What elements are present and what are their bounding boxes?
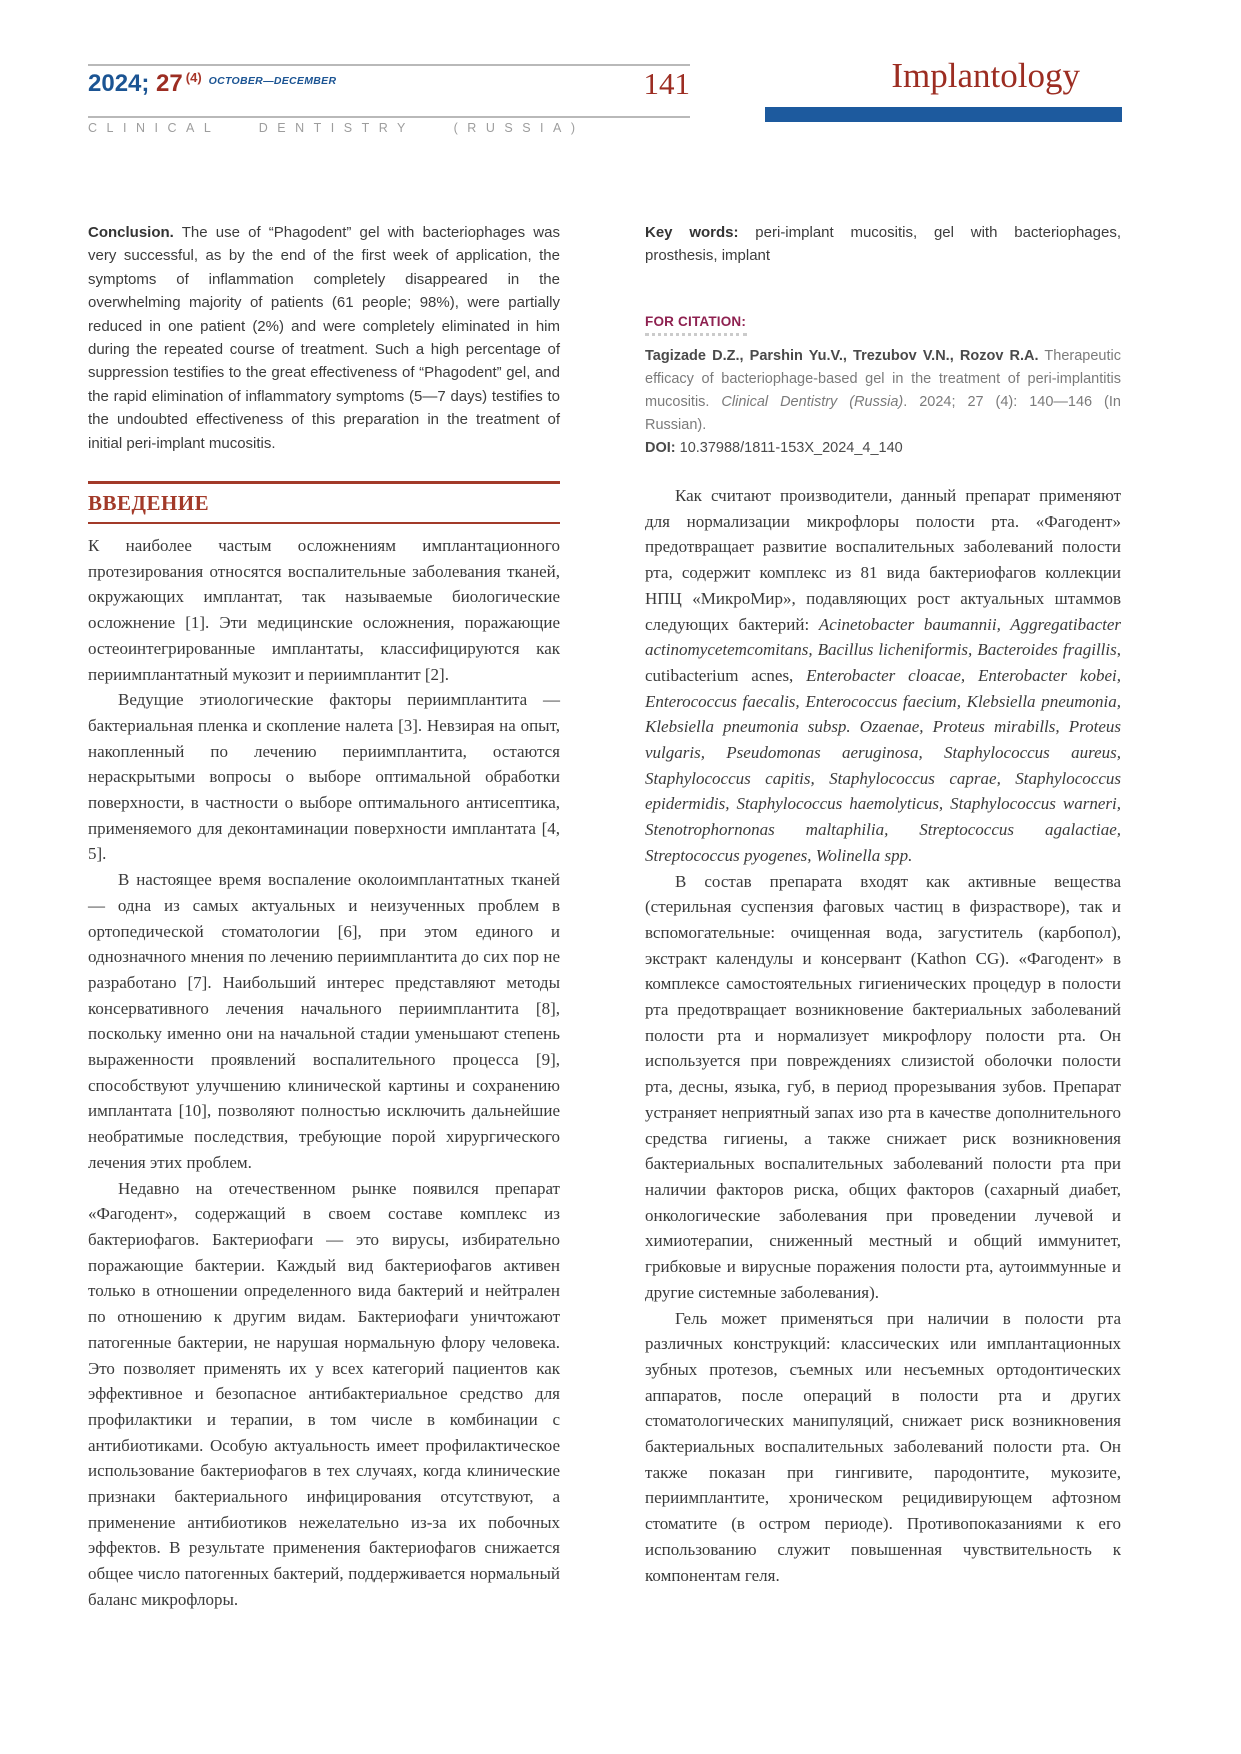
body-paragraph: Ведущие этиологические факторы периимплантита — бактериальная пленка и скопление налета [3]. Невзирая на опыт, накопленный по лечению периимплантита, остаются нераскрытыми вопросы о выборе оптимальной обработки поверхности, в частности о выборе оптимального антисептика, применяемого для деконтаминации поверхности имплантата [4, 5]. bbox=[88, 690, 560, 864]
citation-paragraph bbox=[645, 345, 1121, 437]
citation-journal-name: Clinical Dentistry (Russia) bbox=[721, 393, 904, 410]
body-paragraph: К наиболее частым осложнениям имплантационного протезирования относятся воспалительные заболевания тканей, окружающих имплантат, так называемые биологические осложнение [1]. Эти медицинские осложнения, поражающие остеоинтегрированные имплантаты, классифицируются как периимплантатный мукозит и периимплантит [2]. bbox=[88, 536, 560, 684]
introduction-heading-block bbox=[88, 481, 560, 524]
bacteria-paragraph-intro: Как считают производители, данный препарат применяют для нормализации микрофлоры полости рта. «Фагодент» предотвращает развитие воспалительных заболеваний полости рта, содержит комплекс из 81 вида бактериофагов коллекции НПЦ «МикроМир», подавляющих рост актуальных штаммов следующих бактерий: bbox=[645, 486, 1121, 634]
doi-value: 10.37988/1811-153X_2024_4_140 bbox=[679, 439, 903, 456]
body-paragraph: Гель может применяться при наличии в полости рта различных конструкций: классических или имплантационных зубных протезов, съемных или несъемных ортодонтических аппаратов, после операций в полости рта и других стоматологических манипуляций, снижает риск возникновения бактериальных воспалительных заболеваний полости рта. Он также показан при гингивите, пародонтите, мукозите, периимплантите, хроническом рецидивирующем афтозном стоматите (в остром периоде). Противопоказаниями к его использованию служит повышенная чувствительность к компонентам геля. bbox=[645, 1308, 1121, 1585]
introduction-left-column bbox=[88, 481, 560, 1613]
conclusion-label: Conclusion. bbox=[88, 224, 174, 241]
bacteria-names-plain: , cutibacterium acnes, bbox=[645, 640, 1121, 685]
doi-label: DOI: bbox=[645, 439, 680, 456]
journal-name: CLINICAL DENTISTRY (RUSSIA) bbox=[88, 121, 585, 135]
conclusion-paragraph bbox=[88, 221, 560, 455]
bacteria-names-italic-2: Enterobacter cloacae, Enterobacter kobei, Enterococcus faecalis, Enterococcus faecium, Klebsiella pneumonia, Klebsiella pneumonia subsp. Ozaenae, Proteus mirabills, Proteus vulgaris, Pseudomonas aeruginosa, Staphylococcus aureus, Staphylococcus capitis, Staphylococcus caprae, Staphylococcus epidermidis, Staphylococcus haemolyticus, Staphylococcus warneri, Stenotrophornonas maltaphilia, Streptococcus agalactiae, Streptococcus pyogenes, Wolinella spp. bbox=[645, 665, 1121, 865]
body-paragraph: Недавно на отечественном рынке появился препарат «Фагодент», содержащий в своем составе комплекс из бактериофагов. Бактериофаги — это вирусы, избирательно поражающие бактерии. Каждый вид бактериофагов активен только в отношении определенного вида бактерий и нейтрален по отношению к другим видам. Бактериофаги уничтожают патогенные бактерии, не нарушая нормальную флору человека. Это позволяет применять их у всех категорий пациентов как эффективное и безопасное антибактериальное средство для профилактики и терапии, в том числе в комбинации с антибиотиками. Особую актуальность имеет профилактическое использование бактериофагов в тех случаях, когда клинические признаки бактериального инфицирования отсутствуют, а применение антибиотиков нежелательно из-за их побочных эффектов. В результате применения бактериофагов снижается общее число патогенных бактерий, поддерживается нормальный баланс микрофлоры. bbox=[88, 1178, 560, 1609]
introduction-right-column bbox=[645, 481, 1121, 1588]
citation-title: Therapeutic efficacy of bacteriophage-based gel in the treatment of peri-implantitis mucositis. bbox=[645, 347, 1121, 410]
citation-dotted-rule bbox=[645, 333, 747, 336]
body-paragraph: В настоящее время воспаление околоимплантатных тканей — одна из самых актуальных и неизученных проблем в ортопедической стоматологии [6], при этом единого и однозначного мнения по лечению периимплантита до сих пор не разработано [7]. Наибольший интерес представляют методы консервативного лечения начального периимплантита [8], поскольку именно они на начальной стадии уменьшают степень выраженности проявлений воспалительного процесса [9], способствуют улучшению клинической картины и сохранению имплантата [10], позволяют полностью исключить дальнейшие необратимые последствия, требующие порой хирургического лечения этих проблем. bbox=[88, 870, 560, 1172]
keywords-paragraph bbox=[645, 221, 1121, 268]
page-number: 141 bbox=[643, 66, 690, 101]
introduction-heading: ВВЕДЕНИЕ bbox=[88, 491, 210, 515]
citation-issue-pages: . 2024; 27 (4): 140—146 (In Russian). bbox=[645, 393, 1121, 433]
citation-authors: Tagizade D.Z., Parshin Yu.V., Trezubov V.N., Rozov R.A. bbox=[645, 347, 1039, 364]
abstract-citation-block bbox=[645, 221, 1121, 460]
section-title: Implantology bbox=[891, 56, 1080, 95]
conclusion-text: The use of “Phagodent” gel with bacteriophages was very successful, as by the end of the first week of application, the symptoms of inflammation completely disappeared in the overwhelming majority of patients (61 people; 98%), were partially reduced in one patient (2%) and were completely eliminated in him during the repeated course of treatment. Such a high percentage of suppression testifies to the great effectiveness of “Phagodent” gel, and the rapid elimination of inflammatory symptoms (5—7 days) testifies to the undoubted effectiveness of this preparation in the treatment of initial peri-implant mucositis. bbox=[88, 224, 560, 452]
header-rule-bottom bbox=[88, 116, 690, 118]
for-citation-heading: FOR CITATION: bbox=[645, 313, 747, 329]
body-paragraph: В состав препарата входят как активные вещества (стерильная суспензия фаговых частиц в физрастворе), так и вспомогательные: очищенная вода, загуститель (карбопол), экстракт календулы и консервант (Kathon CG). «Фагодент» в комплексе самостоятельных гигиенических процедур в полости рта предотвращает возникновение бактериальных заболеваний полости рта и нормализует микрофлору полости рта. Он используется при повреждениях слизистой оболочки полости рта, десны, языка, губ, в период прорезывания зубов. Препарат устраняет неприятный запах изо рта в качестве дополнительного средства гигиены, а также снижает риск возникновения бактериальных воспалительных заболеваний полости рта при наличии факторов риска, общих факторов (сахарный диабет, онкологические заболевания при проведении лучевой и химиотерапии, сниженный местный и общий иммунитет, грибковые и вирусные поражения полости рта, аутоиммунные и другие системные заболевания). bbox=[645, 871, 1121, 1302]
keywords-text: peri-implant mucositis, gel with bacteriophages, prosthesis, implant bbox=[645, 224, 1121, 265]
issue-number-superscript: (4) bbox=[185, 70, 202, 85]
body-paragraph-bacteria-list bbox=[645, 483, 1121, 869]
issue-year: 2024; bbox=[88, 70, 150, 97]
section-title-bar bbox=[765, 107, 1122, 122]
doi-line bbox=[645, 437, 1121, 460]
keywords-label: Key words: bbox=[645, 224, 739, 241]
abstract-conclusion-block bbox=[88, 221, 560, 455]
bacteria-names-italic-1: Acinetobacter baumannii, Aggregatibacter actinomycetemcomitans, Bacillus licheniformis, Bacteroides fragillis bbox=[645, 614, 1122, 660]
issue-volume: 27 bbox=[149, 70, 183, 97]
issue-months: OCTOBER—DECEMBER bbox=[208, 75, 337, 87]
